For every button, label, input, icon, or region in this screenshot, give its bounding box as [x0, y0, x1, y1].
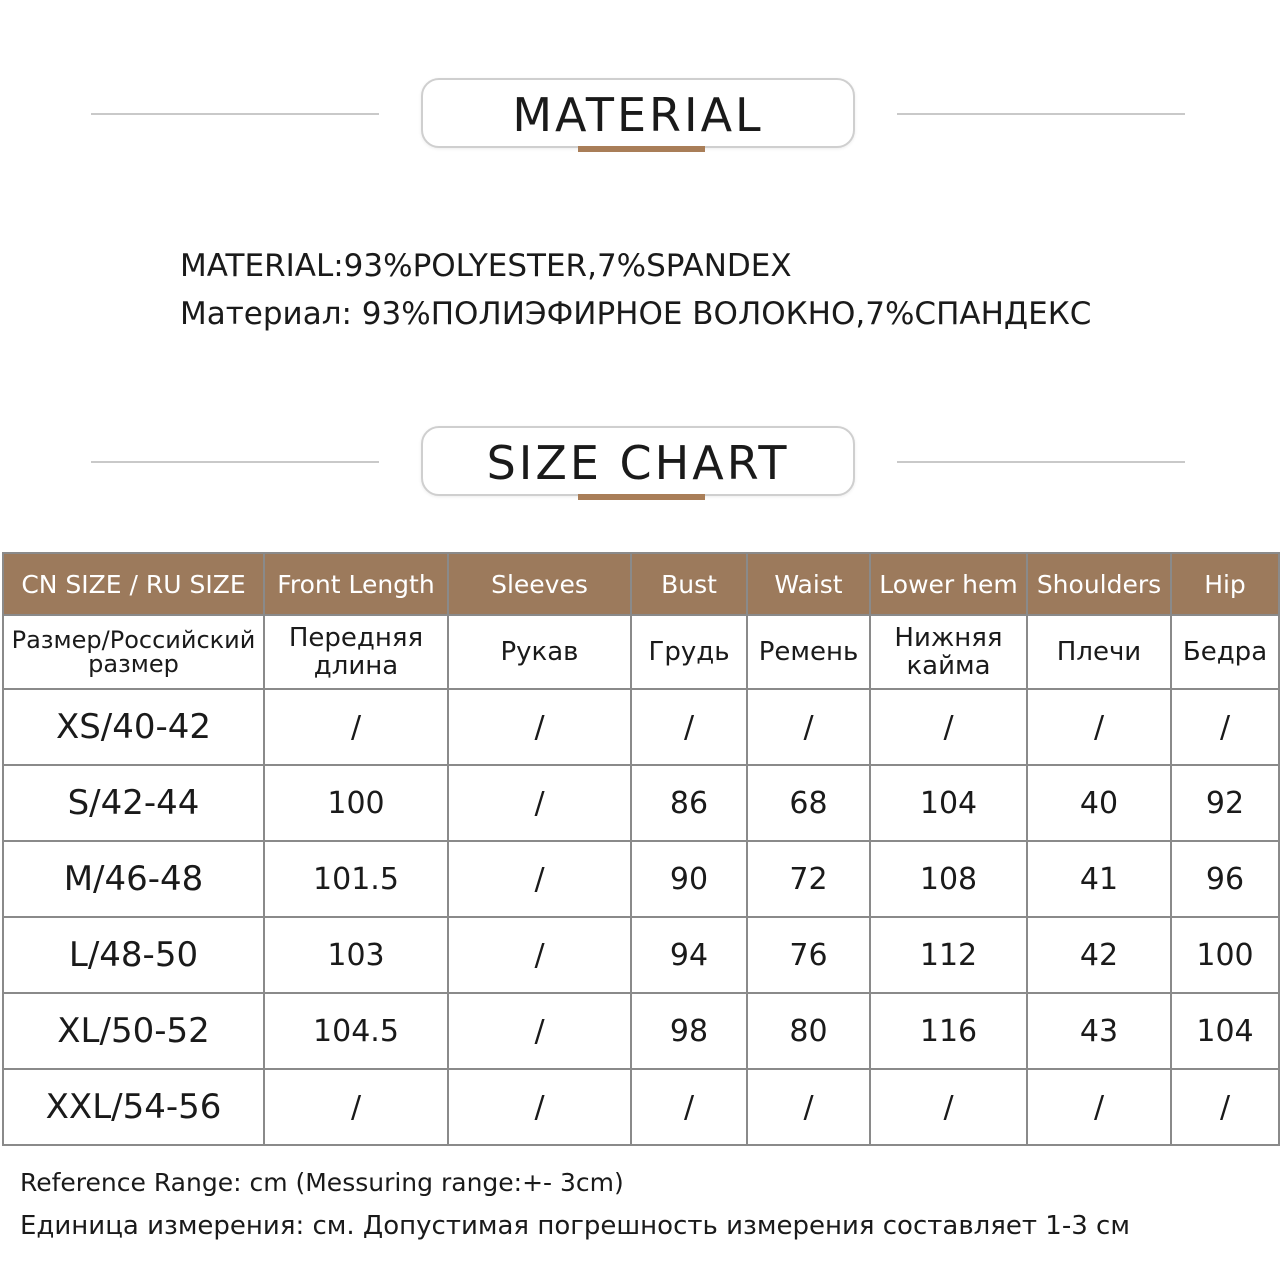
table-cell: /	[1171, 689, 1279, 765]
table-cell: /	[448, 689, 631, 765]
column-header-ru: Передняя длина	[264, 615, 448, 689]
size-cell: XXL/54-56	[3, 1069, 264, 1145]
column-header: Shoulders	[1027, 553, 1171, 615]
column-header-ru: Нижняя кайма	[870, 615, 1027, 689]
table-cell: 90	[631, 841, 747, 917]
title-accent-bar	[578, 494, 705, 500]
size-cell: L/48-50	[3, 917, 264, 993]
material-composition	[180, 242, 1091, 338]
column-header-ru: Плечи	[1027, 615, 1171, 689]
table-cell: 40	[1027, 765, 1171, 841]
table-cell: /	[448, 993, 631, 1069]
table-cell: 94	[631, 917, 747, 993]
divider-line	[897, 461, 1185, 463]
table-cell: 103	[264, 917, 448, 993]
section-title-pill	[421, 78, 855, 148]
header-row-ru	[3, 615, 1279, 689]
table-cell: /	[264, 1069, 448, 1145]
table-row	[3, 917, 1279, 993]
table-cell: /	[448, 841, 631, 917]
table-cell: 43	[1027, 993, 1171, 1069]
table-cell: /	[870, 689, 1027, 765]
table-cell: 42	[1027, 917, 1171, 993]
table-row	[3, 1069, 1279, 1145]
material-en: MATERIAL:93%POLYESTER,7%SPANDEX	[180, 248, 792, 284]
measurement-notes	[20, 1168, 1130, 1241]
size-chart-section-header	[0, 424, 1280, 504]
column-header: Hip	[1171, 553, 1279, 615]
size-cell: XS/40-42	[3, 689, 264, 765]
table-cell: /	[448, 917, 631, 993]
material-section-header	[0, 76, 1280, 156]
table-cell: /	[1171, 1069, 1279, 1145]
table-cell: 98	[631, 993, 747, 1069]
reference-range-note-ru: Единица измерения: см. Допустимая погрешность измерения составляет 1-3 см	[20, 1211, 1130, 1241]
column-header: Waist	[747, 553, 870, 615]
column-header: Bust	[631, 553, 747, 615]
table-cell: /	[448, 1069, 631, 1145]
table-cell: 100	[1171, 917, 1279, 993]
table-row	[3, 689, 1279, 765]
table-cell: /	[1027, 689, 1171, 765]
table-cell: 104	[1171, 993, 1279, 1069]
material-ru: Материал: 93%ПОЛИЭФИРНОЕ ВОЛОКНО,7%СПАНДЕКС	[180, 296, 1092, 332]
table-cell: /	[448, 765, 631, 841]
table-cell: /	[631, 689, 747, 765]
table-cell: 76	[747, 917, 870, 993]
divider-line	[91, 113, 379, 115]
section-title-pill	[421, 426, 855, 496]
table-cell: /	[747, 1069, 870, 1145]
table-cell: 92	[1171, 765, 1279, 841]
section-title: MATERIAL	[512, 88, 764, 142]
title-accent-bar	[578, 146, 705, 152]
reference-range-note: Reference Range: cm (Messuring range:+- 3cm)	[20, 1168, 624, 1197]
section-title: SIZE CHART	[486, 436, 790, 490]
size-cell: XL/50-52	[3, 993, 264, 1069]
column-header-ru: Рукав	[448, 615, 631, 689]
column-header-ru: Бедра	[1171, 615, 1279, 689]
column-header: Sleeves	[448, 553, 631, 615]
table-cell: 72	[747, 841, 870, 917]
table-cell: 108	[870, 841, 1027, 917]
size-cell: M/46-48	[3, 841, 264, 917]
column-header: Lower hem	[870, 553, 1027, 615]
size-cell: S/42-44	[3, 765, 264, 841]
header-row-en	[3, 553, 1279, 615]
table-cell: 41	[1027, 841, 1171, 917]
table-row	[3, 765, 1279, 841]
column-header-ru: Размер/Российский размер	[3, 615, 264, 689]
divider-line	[897, 113, 1185, 115]
table-row	[3, 993, 1279, 1069]
column-header: Front Length	[264, 553, 448, 615]
table-cell: /	[747, 689, 870, 765]
table-cell: 112	[870, 917, 1027, 993]
table-cell: 96	[1171, 841, 1279, 917]
table-cell: 80	[747, 993, 870, 1069]
table-cell: 101.5	[264, 841, 448, 917]
table-cell: /	[264, 689, 448, 765]
size-chart-table	[2, 552, 1280, 1146]
table-cell: 68	[747, 765, 870, 841]
table-cell: 104	[870, 765, 1027, 841]
column-header: CN SIZE / RU SIZE	[3, 553, 264, 615]
table-cell: /	[1027, 1069, 1171, 1145]
table-cell: 116	[870, 993, 1027, 1069]
table-cell: /	[631, 1069, 747, 1145]
table-cell: 86	[631, 765, 747, 841]
divider-line	[91, 461, 379, 463]
table-cell: 104.5	[264, 993, 448, 1069]
table-cell: /	[870, 1069, 1027, 1145]
table-row	[3, 841, 1279, 917]
column-header-ru: Грудь	[631, 615, 747, 689]
table-cell: 100	[264, 765, 448, 841]
column-header-ru: Ремень	[747, 615, 870, 689]
